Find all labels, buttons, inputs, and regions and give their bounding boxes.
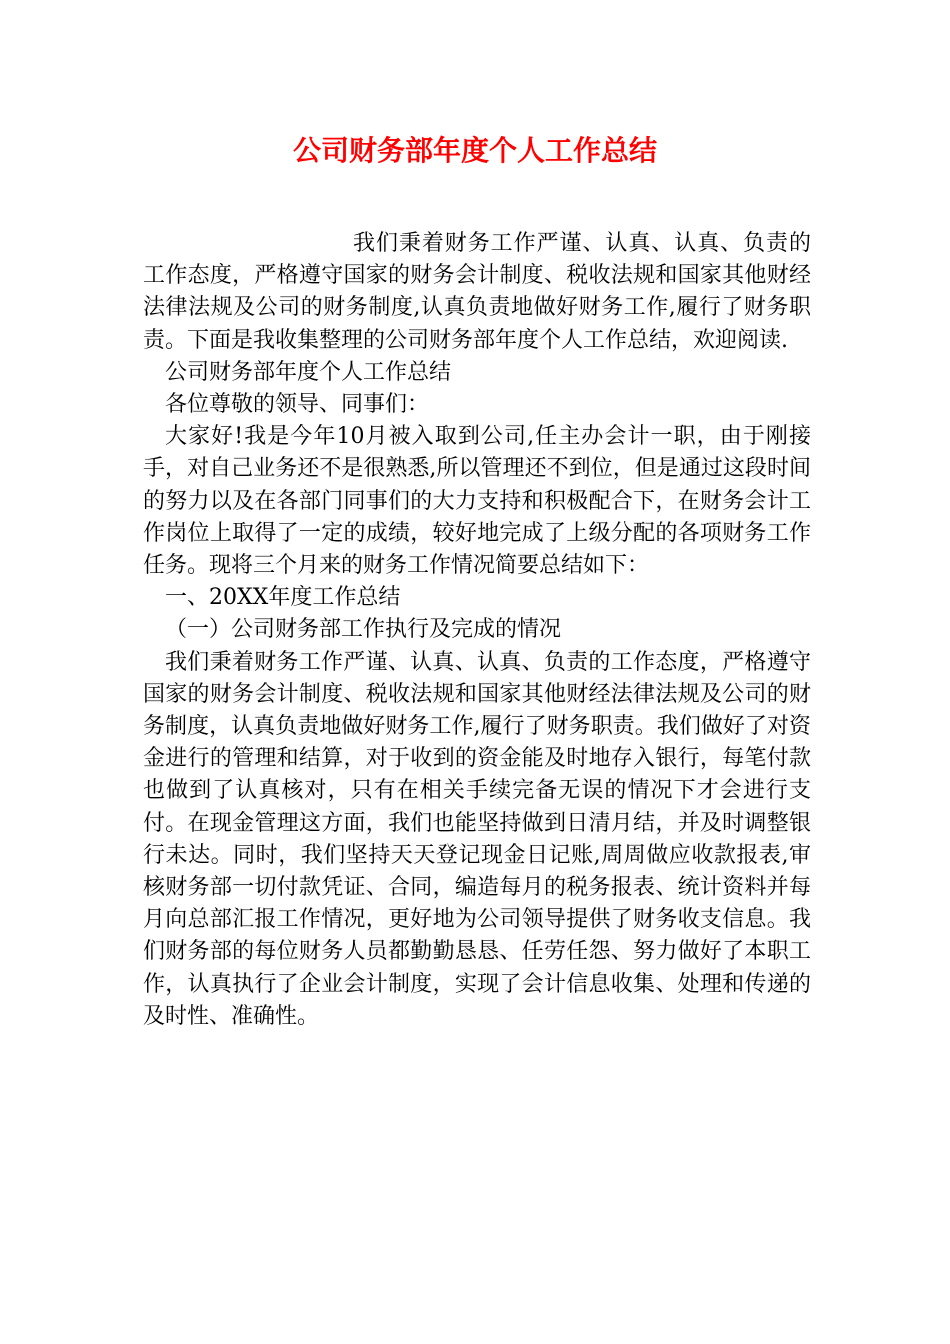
section-heading: 公司财务部年度个人工作总结 [165,359,452,385]
document-title: 公司财务部年度个人工作总结 [292,134,657,167]
opening-paragraph: 大家好!我是今年10月被入取到公司,任主办会计一职，由于刚接手，对自己业务还不是很熟悉,所以管理还不到位，但是通过这段时间的努力以及在各部门同事们的大力支持和积极配合下，在财务会计工作岗位上取得了一定的成绩，较好地完成了上级分配的各项财务工作任务。现将三个月来的财务工作情况简要总结如下： [143,424,811,579]
document-body [143,228,811,1033]
intro-paragraph: 我们秉着财务工作严谨、认真、认真、负责的工作态度，严格遵守国家的财务会计制度、税收法规和国家其他财经法律法规及公司的财务制度,认真负责地做好财务工作,履行了财务职责。下面是我收集整理的公司财务部年度个人工作总结，欢迎阅读. [143,231,811,353]
heading-level-1: 一、20XX年度工作总结 [165,585,401,611]
heading-level-2: （一）公司财务部工作执行及完成的情况 [165,617,562,643]
body-paragraph: 我们秉着财务工作严谨、认真、认真、负责的工作态度，严格遵守国家的财务会计制度、税收法规和国家其他财经法律法规及公司的财务制度，认真负责地做好财务工作,履行了财务职责。我们做好了对资金进行的管理和结算，对于收到的资金能及时地存入银行，每笔付款也做到了认真核对，只有在相关手续完备无误的情况下才会进行支付。在现金管理这方面，我们也能坚持做到日清月结，并及时调整银行未达。同时，我们坚持天天登记现金日记账,周周做应收款报表,审核财务部一切付款凭证、合同，编造每月的税务报表、统计资料并每月向总部汇报工作情况，更好地为公司领导提供了财务收支信息。我们财务部的每位财务人员都勤勤恳恳、任劳任怨、努力做好了本职工作，认真执行了企业会计制度，实现了会计信息收集、处理和传递的及时性、准确性。 [143,649,811,1029]
salutation: 各位尊敬的领导、同事们： [165,392,430,418]
